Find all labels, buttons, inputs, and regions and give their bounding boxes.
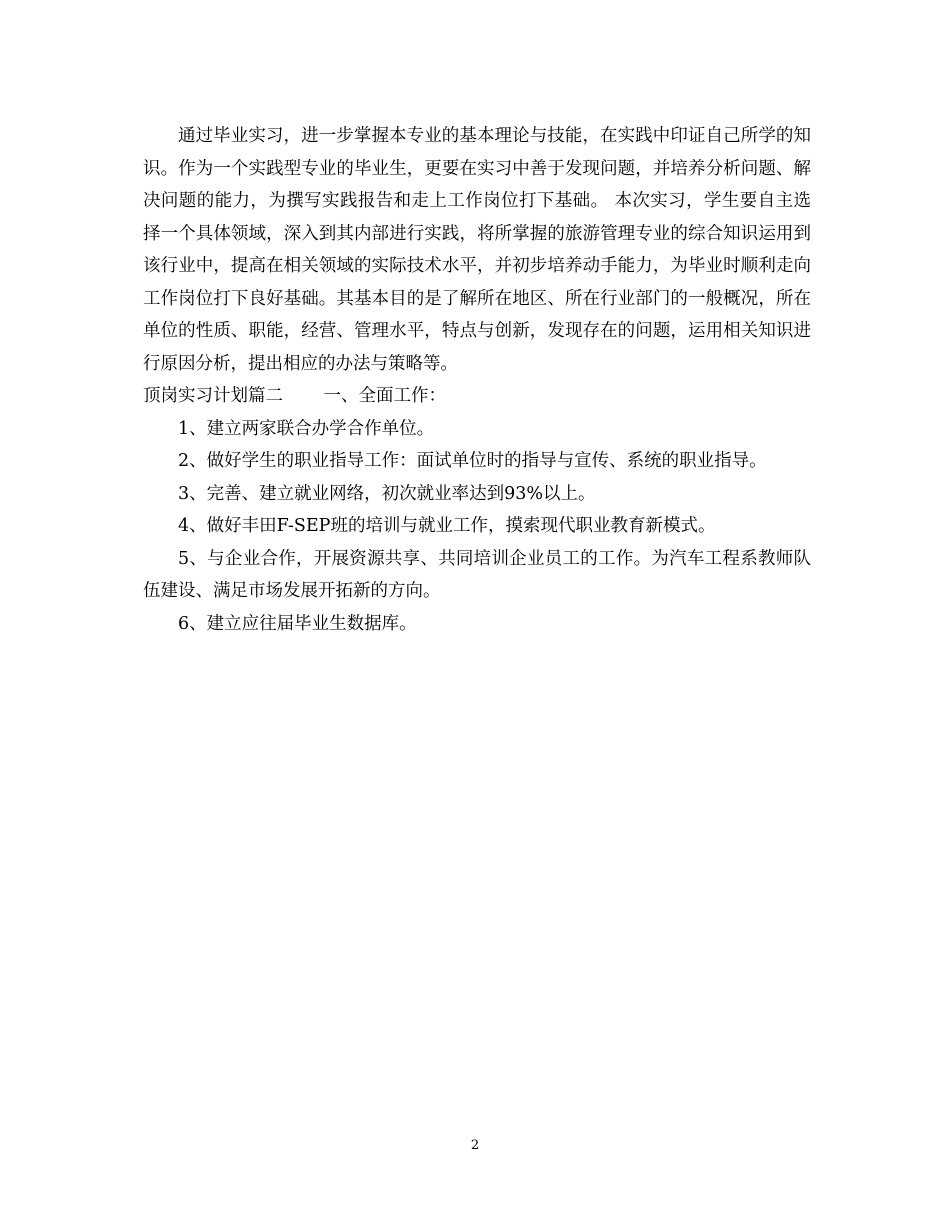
- intro-paragraph: 通过毕业实习，进一步掌握本专业的基本理论与技能，在实践中印证自己所学的知识。作为一个实践型专业的毕业生，更要在实习中善于发现问题，并培养分析问题、解决问题的能力，为撰写实践报告和走上工作岗位打下基础。 本次实习，学生要自主选择一个具体领域，深入到其内部进行实践，将所掌握的旅游管理专业的综合知识运用到该行业中，提高在相关领域的实际技术水平，并初步培养动手能力，为毕业时顺利走向工作岗位打下良好基础。其基本目的是了解所在地区、所在行业部门的一般概况，所在单位的性质、职能，经营、管理水平，特点与创新，发现存在的问题，运用相关知识进行原因分析，提出相应的办法与策略等。: [143, 126, 811, 374]
- list-item-1: 1、建立两家联合办学合作单位。: [178, 418, 435, 439]
- list-item-6: 6、建立应往届毕业生数据库。: [178, 613, 417, 634]
- document-body: [143, 120, 811, 640]
- list-item-3: 3、完善、建立就业网络，初次就业率达到93%以上。: [178, 483, 596, 504]
- list-item-5: 5、与企业合作，开展资源共享、共同培训企业员工的工作。为汽车工程系教师队伍建设、满足市场发展开拓新的方向。: [143, 548, 811, 601]
- list-item-2: 2、做好学生的职业指导工作：面试单位时的指导与宣传、系统的职业指导。: [178, 451, 767, 471]
- list-item-4: 4、做好丰田F-SEP班的培训与就业工作，摸索现代职业教育新模式。: [178, 516, 716, 536]
- section-heading-line: 顶岗实习计划篇二 一、全面工作：: [143, 386, 447, 406]
- page-number: 2: [470, 1138, 480, 1153]
